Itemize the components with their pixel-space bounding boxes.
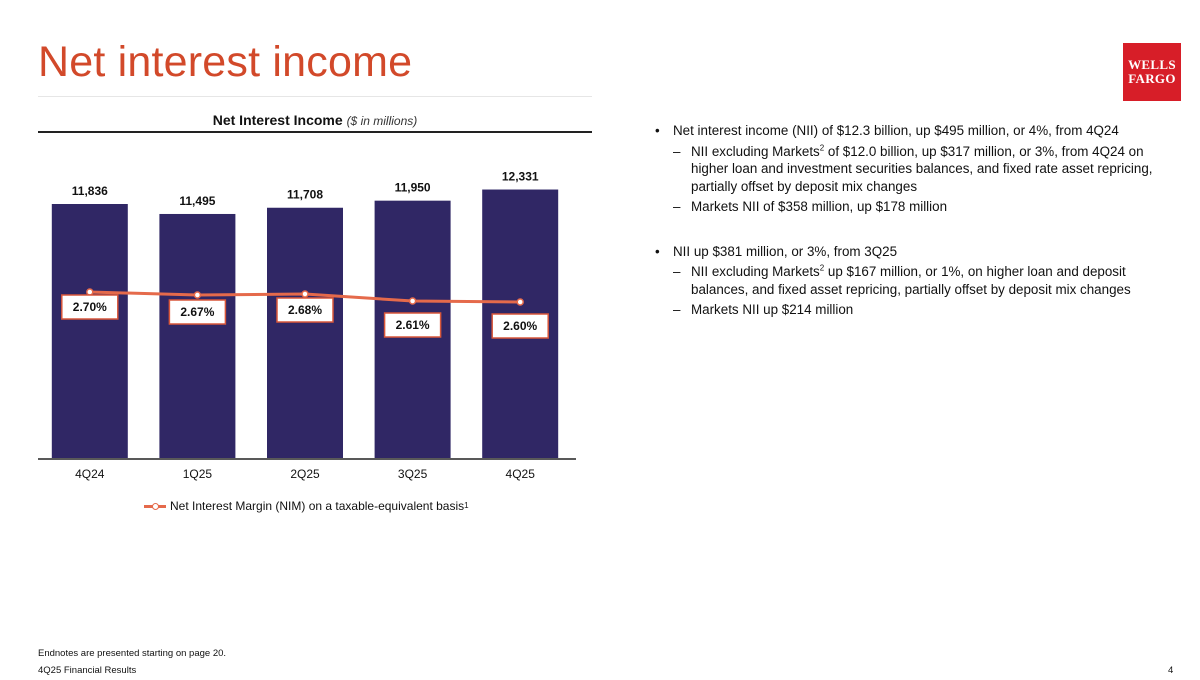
bullet-text: NII up $381 million, or 3%, from 3Q25 xyxy=(673,243,898,259)
nim-point xyxy=(87,289,93,295)
nim-point xyxy=(517,299,523,305)
nim-value-label: 2.70% xyxy=(72,300,107,314)
dash-icon: – xyxy=(673,264,681,279)
x-tick-label: 4Q25 xyxy=(505,467,535,481)
sub-bullet-item xyxy=(673,301,1155,319)
nim-value-label: 2.60% xyxy=(503,319,538,333)
endnotes-note: Endnotes are presented starting on page 20. xyxy=(38,648,227,659)
footnote-ref: 2 xyxy=(819,143,825,153)
bar-value-label: 11,836 xyxy=(71,184,108,198)
sub-bullet-text: NII excluding Markets$^2$ up $167 million, or 1%, on higher loan and deposit balances, and fixed asset repricing, partially offset by deposit mix changes xyxy=(691,263,1131,297)
dash-icon: – xyxy=(673,199,681,214)
sub-bullet-item xyxy=(673,263,1155,298)
wells-fargo-logo xyxy=(1123,43,1181,101)
nim-point xyxy=(302,291,308,297)
chart-legend: Net Interest Margin (NIM) on a taxable-equivalent basis 1 xyxy=(144,499,469,513)
x-tick-label: 3Q25 xyxy=(397,467,428,481)
bullet-group xyxy=(655,243,1155,319)
bullet-item xyxy=(655,122,1155,140)
nii-bar xyxy=(159,214,235,458)
x-tick-label: 2Q25 xyxy=(290,467,320,481)
bar-value-label: 11,708 xyxy=(286,187,324,202)
nim-point xyxy=(194,292,200,298)
bullet-item xyxy=(655,243,1155,261)
dash-icon: – xyxy=(673,143,681,159)
chart-unit: ($ in millions) xyxy=(346,114,418,128)
bar-value-label: 11,950 xyxy=(394,180,431,195)
footnote-ref: 2 xyxy=(819,263,825,273)
report-name: 4Q25 Financial Results xyxy=(38,665,137,676)
logo-line-2: FARGO xyxy=(1128,71,1176,86)
dash-icon: – xyxy=(673,302,681,317)
sub-bullet-item xyxy=(673,143,1155,196)
logo-line-1: WELLS xyxy=(1128,57,1176,72)
sub-bullet-text: Markets NII of $358 million, up $178 million xyxy=(691,199,948,214)
nim-value-label: 2.61% xyxy=(395,318,430,332)
nii-chart xyxy=(38,96,594,526)
nii-bar xyxy=(52,204,128,458)
nim-legend-swatch-icon xyxy=(144,501,166,511)
bar-value-label: 11,495 xyxy=(179,193,216,208)
nii-bar xyxy=(267,208,343,458)
chart-title-text: Net Interest Income xyxy=(212,112,343,128)
nim-value-label: 2.68% xyxy=(287,303,323,317)
page-number: 4 xyxy=(1168,665,1174,676)
sub-bullet-item xyxy=(673,198,1155,216)
nim-point xyxy=(410,298,416,304)
legend-label: Net Interest Margin (NIM) on a taxable-equivalent basis xyxy=(170,499,465,513)
bullet-text: Net interest income (NII) of $12.3 billion, up $495 million, or 4%, from 4Q24 xyxy=(673,123,1119,138)
bullet-icon: • xyxy=(655,243,660,259)
chart-canvas xyxy=(38,96,594,496)
bullet-group xyxy=(655,122,1155,216)
page-title: Net interest income xyxy=(38,38,413,86)
x-tick-label: 4Q24 xyxy=(75,467,105,481)
x-tick-label: 1Q25 xyxy=(182,467,213,481)
bar-value-label: 12,331 xyxy=(501,169,539,184)
sub-bullet-text: Markets NII up $214 million xyxy=(691,302,854,317)
sub-bullet-text: NII excluding Markets$^2$ of $12.0 billion, up $317 million, or 3%, from 4Q24 on higher loan and investment securities balances, and fixed rate asset repricing, partially offset by deposit mix changes xyxy=(691,143,1153,194)
commentary xyxy=(655,122,1155,346)
bullet-icon: • xyxy=(655,123,660,138)
nim-value-label: 2.67% xyxy=(180,305,215,319)
